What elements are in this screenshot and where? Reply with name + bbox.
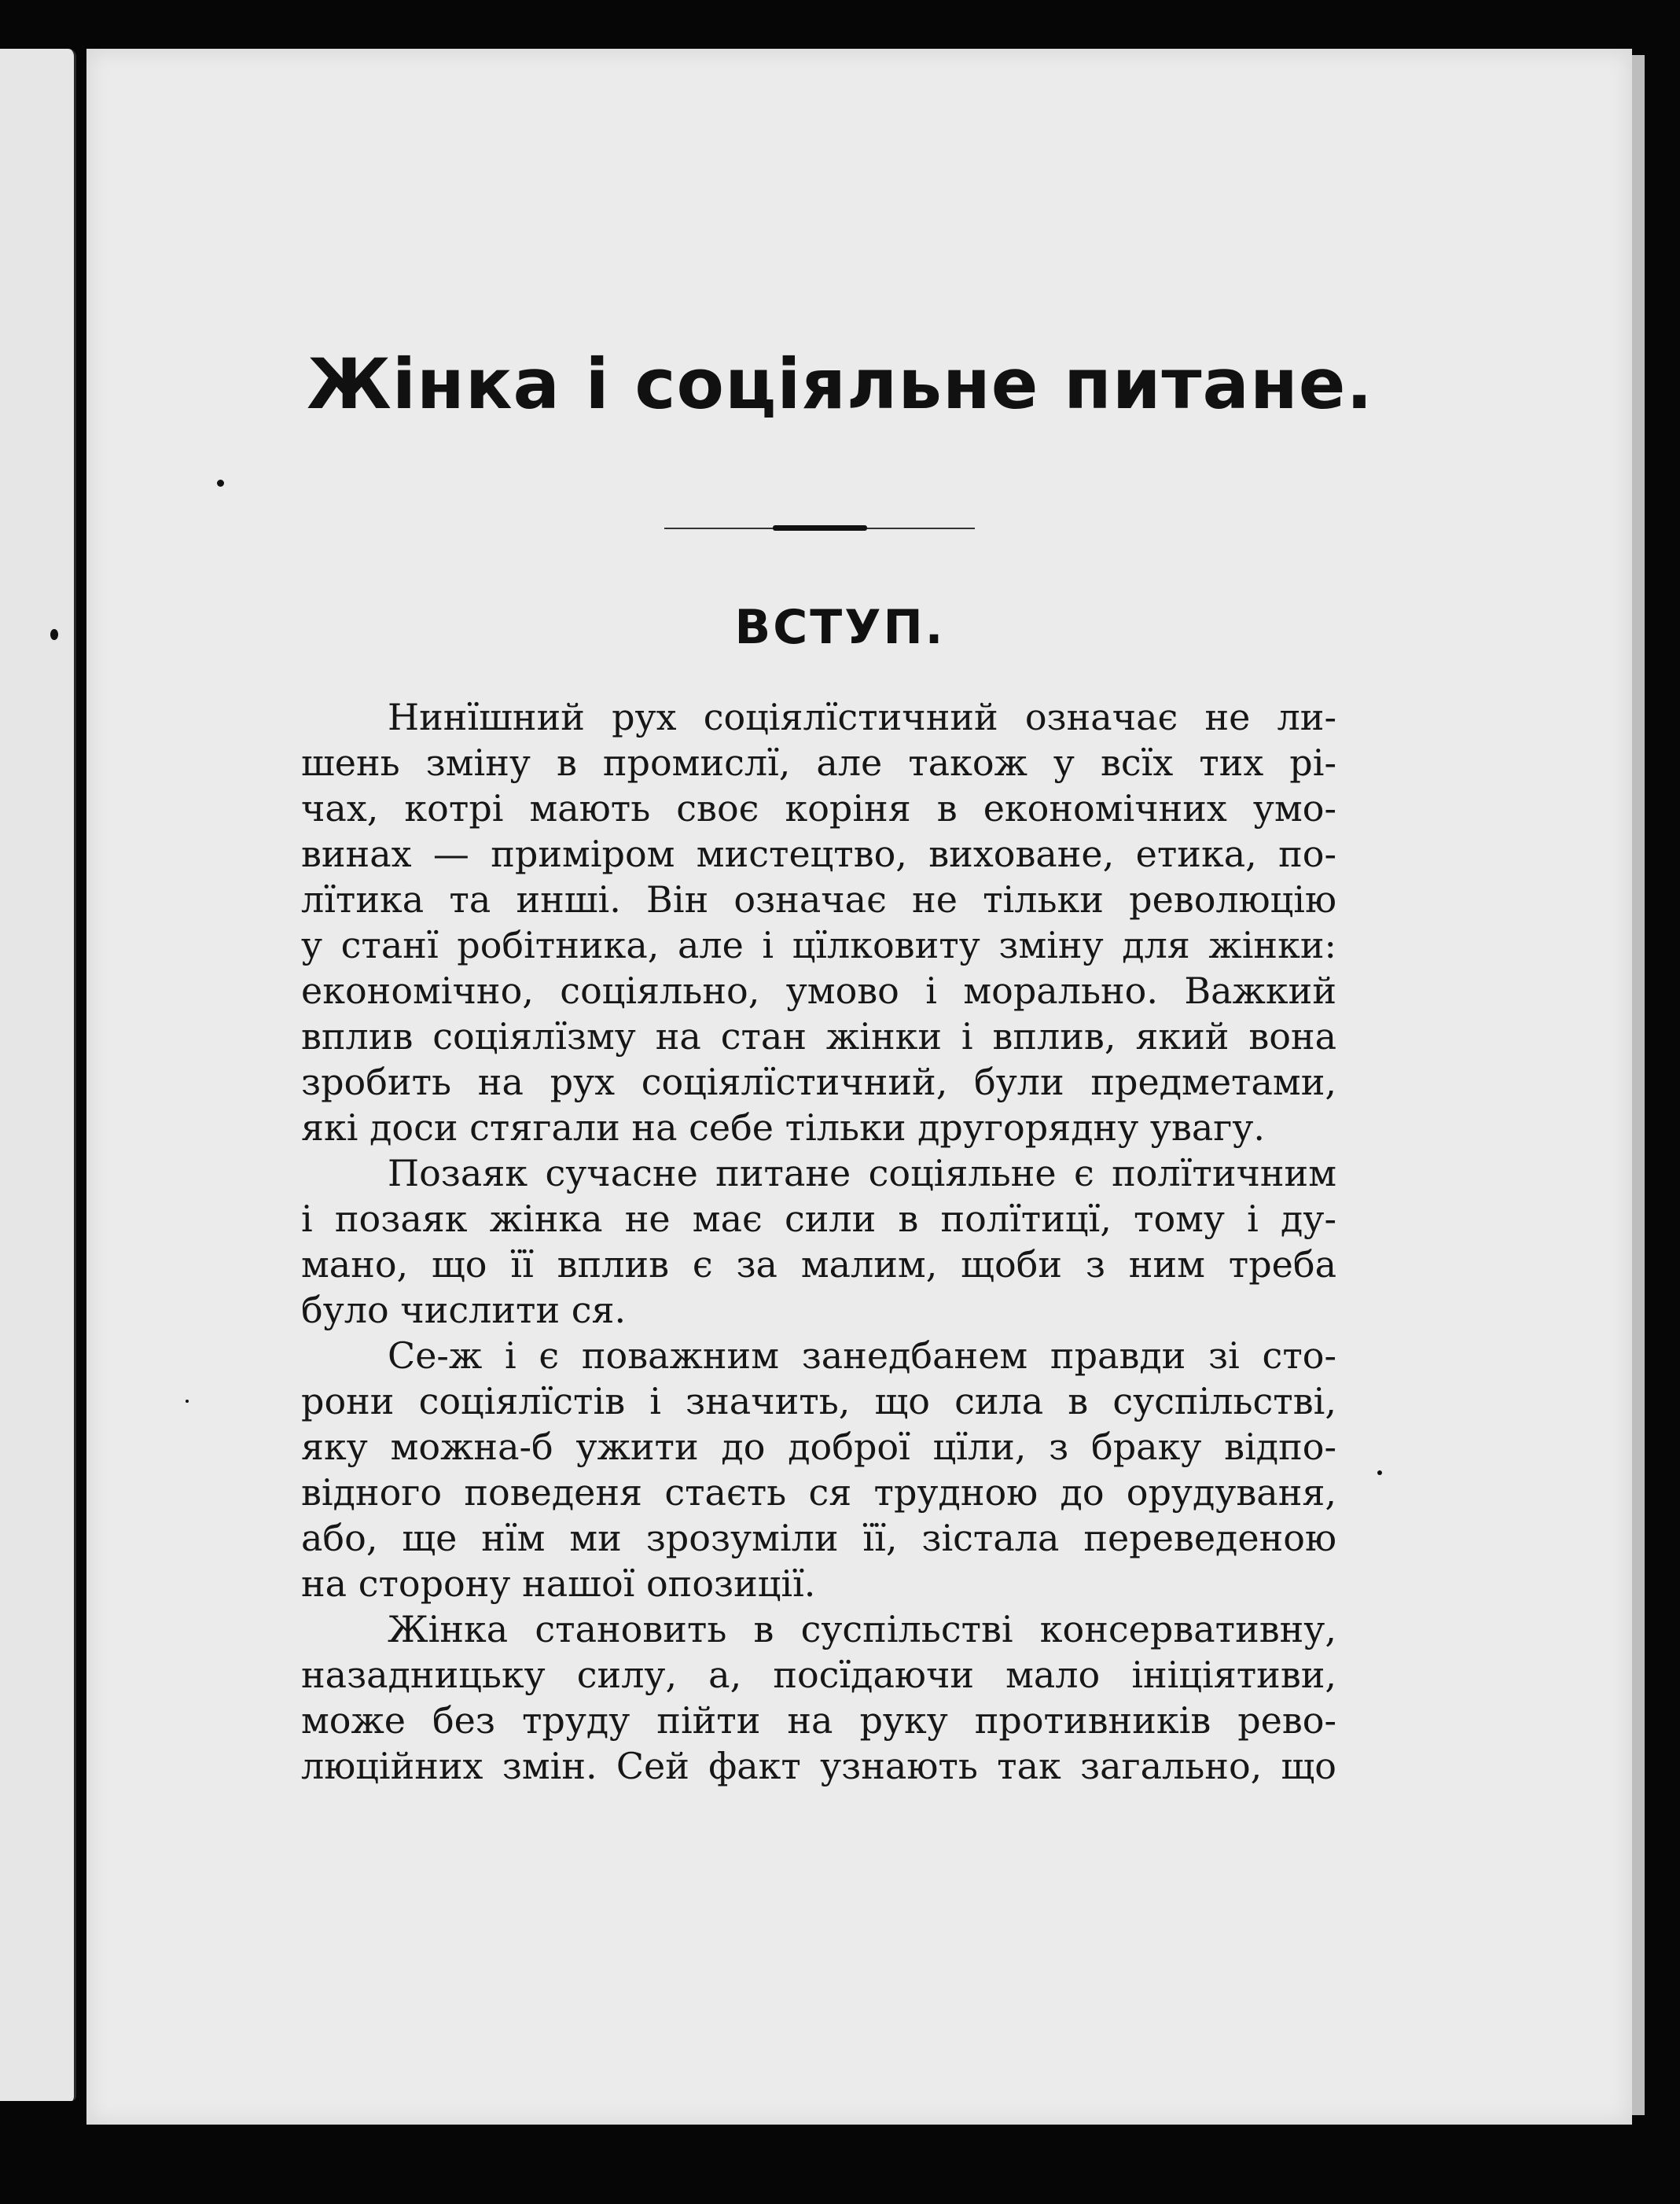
text-line: назадницьку силу, а, посїдаючи мало ініціятиви,: [301, 1654, 1336, 1696]
text-line: рони соціялїстів і значить, що сила в суспільстві,: [301, 1380, 1336, 1422]
paragraph-1: [301, 694, 1336, 1150]
speck: [217, 480, 224, 487]
paragraph-2: [301, 1150, 1336, 1333]
text-line: лїтика та инші. Він означає не тільки революцію: [301, 878, 1336, 921]
text-line: зробить на рух соціялїстичний, були предметами,: [301, 1061, 1336, 1103]
text-line: люційних змін. Сей факт узнають так загально, що: [301, 1745, 1336, 1787]
text-line: чах, котрі мають своє коріня в економічних умо-: [301, 787, 1336, 830]
page-title: Жінка і соціяльне питане.: [307, 344, 1373, 425]
text-line: винах — приміром мистецтво, виховане, етика, по-: [301, 833, 1336, 875]
text-line: і позаяк жінка не має сили в полїтицї, тому і ду-: [301, 1198, 1336, 1240]
paragraph-3: [301, 1333, 1336, 1606]
text-line: було числити ся.: [301, 1289, 627, 1331]
text-line: Позаяк сучасне питане соціяльне є полїтичним: [388, 1152, 1336, 1194]
text-line: на сторону нашої опозиції.: [301, 1562, 816, 1605]
paragraph-4: [301, 1606, 1336, 1789]
text-line: Нинїшний рух соціялїстичний означає не ли-: [388, 696, 1336, 738]
text-line: Жінка становить в суспільстві консервативну,: [388, 1608, 1336, 1650]
text-line: яку можна-б ужити до доброї цїли, з браку відпо-: [301, 1426, 1336, 1468]
text-line: мано, що її вплив є за малим, щоби з ним треба: [301, 1243, 1336, 1286]
text-line: які доси стягали на себе тільки другорядну увагу.: [301, 1106, 1266, 1149]
section-heading: ВСТУП.: [734, 600, 946, 655]
speck: [1377, 1470, 1382, 1475]
body-text: [301, 694, 1336, 1789]
text-line: вплив соціялїзму на стан жінки і вплив, який вона: [301, 1015, 1336, 1058]
divider-center-bar: [773, 525, 867, 531]
speck: [50, 629, 58, 640]
title-divider-ornament: [664, 524, 975, 532]
text-line: або, ще нїм ми зрозуміли її, зістала переведеною: [301, 1517, 1336, 1559]
text-line: може без труду пійти на руку противників рево-: [301, 1699, 1336, 1742]
text-line: шень зміну в промислї, але також у всїх тих рі-: [301, 741, 1336, 784]
text-line: Се-ж і є поважним занедбанем правди зі сто-: [388, 1334, 1336, 1377]
text-line: відного поведеня стаєть ся трудною до орудуваня,: [301, 1471, 1336, 1514]
text-line: економічно, соціяльно, умово і морально. Важкий: [301, 970, 1336, 1012]
speck: [186, 1400, 189, 1403]
text-line: у станї робітника, але і цїлковиту зміну для жінки:: [301, 924, 1336, 966]
